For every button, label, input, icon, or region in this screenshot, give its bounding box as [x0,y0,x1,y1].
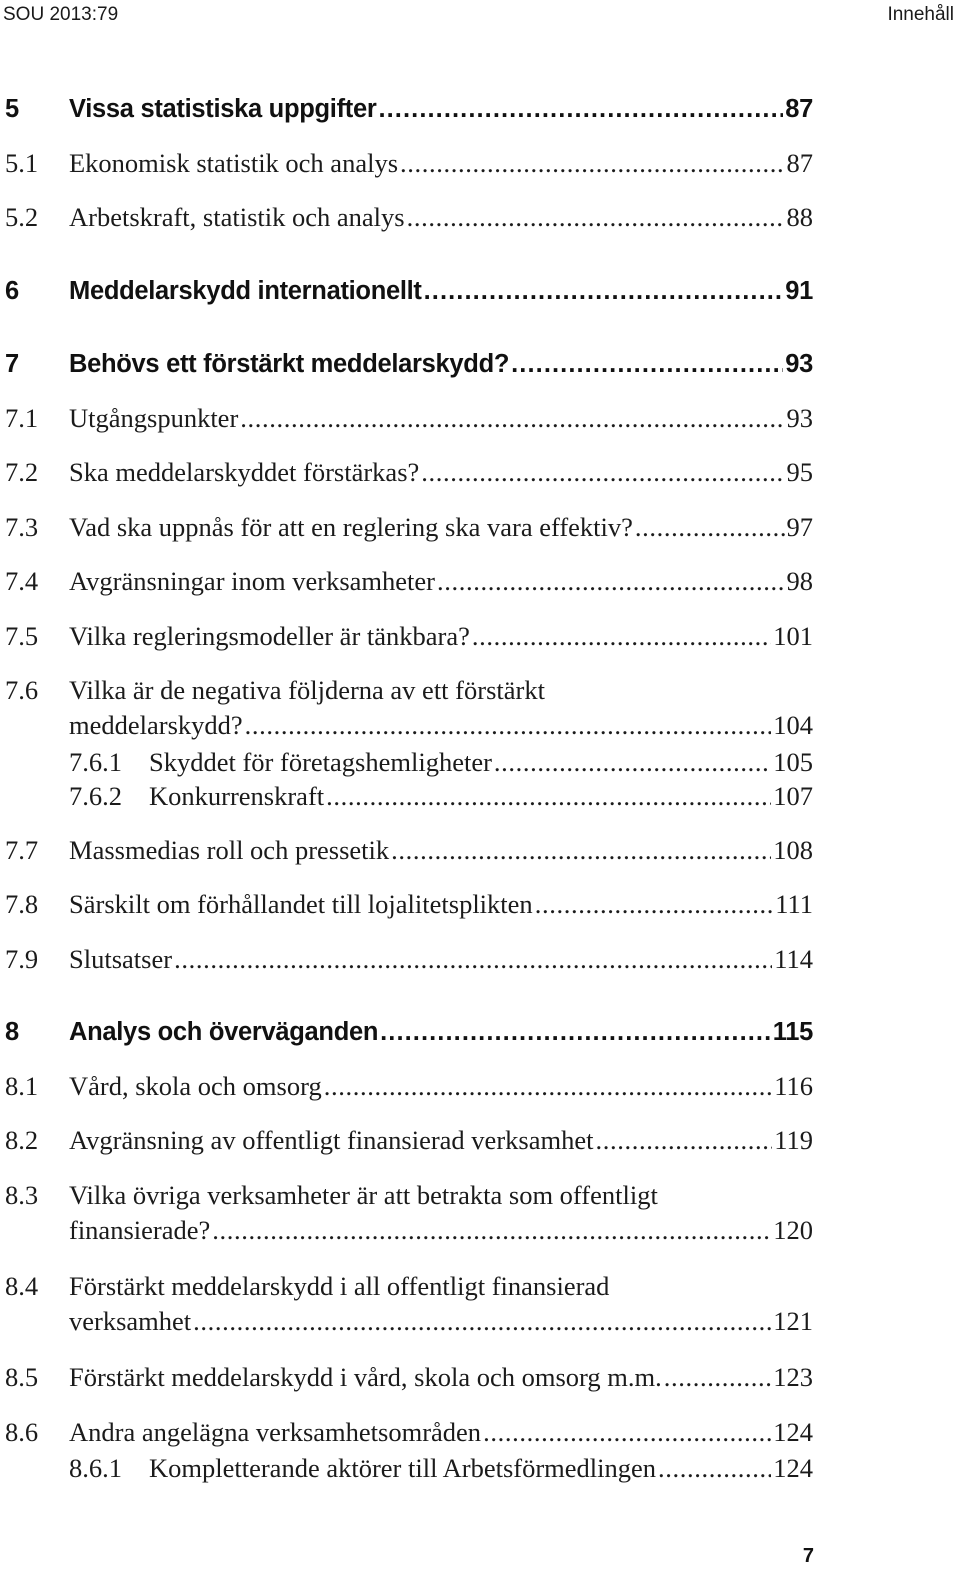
toc-entry-7-7[interactable] [5,833,813,868]
entry-number: 7.3 [5,512,39,542]
entry-page: 120 [773,1215,813,1245]
entry-number: 7.4 [5,566,39,596]
entry-number: 8.4 [5,1271,39,1301]
dot-leader [193,1304,771,1339]
entry-title: Slutsatser [69,944,173,974]
toc-entry-5-2[interactable] [5,200,813,235]
entry-title: Massmedias roll och pressetik [69,835,390,865]
entry-page: 93 [786,403,813,433]
entry-number: 7.5 [5,621,39,651]
entry-page: 124 [773,1453,813,1483]
entry-number: 7.8 [5,889,39,919]
entry-number: 7.9 [5,944,39,974]
entry-page: 98 [786,566,813,596]
entry-number: 8.1 [5,1071,39,1101]
entry-page: 111 [775,889,813,919]
toc-entry-7-6-2[interactable] [5,779,813,814]
toc-entry-7-6[interactable] [5,673,813,743]
entry-page: 93 [785,350,813,378]
dot-leader [664,1360,772,1395]
entry-title: Analys och överväganden [69,1018,379,1046]
entry-title: Ska meddelarskyddet förstärkas? [69,457,420,487]
entry-page: 87 [785,95,813,123]
entry-page: 123 [773,1362,813,1392]
dot-leader [535,887,774,922]
running-header [3,4,954,30]
entry-number: 6 [5,277,19,305]
entry-title-line1: Förstärkt meddelarskydd i all offentligt finansierad [69,1271,610,1301]
entry-title: Behövs ett förstärkt meddelarskydd? [69,350,510,378]
entry-title: Arbetskraft, statistik och analys [69,202,405,232]
entry-title: Vilka regleringsmodeller är tänkbara? [69,621,470,651]
toc-entry-7-2[interactable] [5,455,813,490]
entry-title: Särskilt om förhållandet till lojalitetsplikten [69,889,533,919]
dot-leader [421,455,784,490]
entry-number: 8.6.1 [69,1453,122,1483]
entry-title: Skyddet för företagshemligheter [149,747,492,777]
entry-page: 121 [773,1306,813,1336]
entry-page: 105 [773,747,813,777]
entry-page: 124 [773,1417,813,1447]
entry-title: Avgränsningar inom verksamheter [69,566,435,596]
toc-entry-7-3[interactable] [5,510,813,545]
toc-entry-7-8[interactable] [5,887,813,922]
entry-title: Meddelarskydd internationellt [69,277,422,305]
toc-entry-8-3[interactable] [5,1178,813,1248]
dot-leader [483,1415,771,1450]
entry-page: 104 [773,710,813,740]
entry-title: Ekonomisk statistik och analys [69,148,399,178]
entry-title: Konkurrenskraft [149,781,325,811]
entry-page: 108 [773,835,813,865]
toc-entry-5-1[interactable] [5,146,813,181]
toc-entry-8-6-1[interactable] [5,1451,813,1486]
entry-title: Avgränsning av offentligt finansierad verksamhet [69,1125,594,1155]
entry-number: 7.6.1 [69,747,122,777]
entry-title: meddelarskydd? [69,710,243,740]
entry-number: 8.5 [5,1362,39,1392]
dot-leader [400,146,784,181]
page-number: 7 [802,1545,814,1567]
dot-leader [378,92,783,126]
toc-entry-8-5[interactable] [5,1360,813,1395]
entry-number: 7.6 [5,675,39,705]
entry-number: 8.6 [5,1417,39,1447]
entry-page: 88 [786,202,813,232]
toc-entry-7-6-1[interactable] [5,745,813,780]
entry-number: 8.3 [5,1180,39,1210]
entry-page: 97 [786,512,813,542]
entry-number: 7.1 [5,403,39,433]
entry-page: 101 [773,621,813,651]
dot-leader [212,1213,771,1248]
entry-title: Vissa statistiska uppgifter [69,95,377,123]
entry-page: 115 [772,1018,813,1046]
entry-title: verksamhet [69,1306,192,1336]
toc-entry-7-1[interactable] [5,401,813,436]
toc-entry-5[interactable] [5,92,813,126]
toc-entry-8-6[interactable] [5,1415,813,1450]
entry-page: 107 [773,781,813,811]
dot-leader [658,1451,771,1486]
entry-title: Vad ska uppnås för att en reglering ska vara effektiv? [69,512,633,542]
entry-title: Andra angelägna verksamhetsområden [69,1417,482,1447]
dot-leader [245,708,772,743]
dot-leader [635,510,785,545]
toc-entry-7-9[interactable] [5,942,813,977]
dot-leader [174,942,772,977]
entry-page: 95 [786,457,813,487]
entry-number: 7.7 [5,835,39,865]
entry-title: finansierade? [69,1215,211,1245]
toc-entry-8-4[interactable] [5,1269,813,1339]
entry-number: 8 [5,1018,19,1046]
dot-leader [240,401,784,436]
entry-title-line1: Vilka övriga verksamheter är att betrakta som offentligt [69,1180,658,1210]
dot-leader [595,1123,772,1158]
entry-page: 119 [774,1125,813,1155]
section-name: Innehåll [887,4,954,25]
entry-title: Kompletterande aktörer till Arbetsförmedlingen [149,1453,657,1483]
dot-leader [391,833,771,868]
dot-leader [437,564,785,599]
entry-number: 5.1 [5,148,39,178]
entry-page: 116 [774,1071,813,1101]
entry-title: Vård, skola och omsorg [69,1071,322,1101]
toc-entry-7-4[interactable] [5,564,813,599]
entry-title-line1: Vilka är de negativa följderna av ett förstärkt [69,675,545,705]
toc-entry-8-2[interactable] [5,1123,813,1158]
entry-page: 114 [774,944,813,974]
document-id: SOU 2013:79 [3,4,119,25]
entry-page: 87 [786,148,813,178]
entry-title: Förstärkt meddelarskydd i vård, skola och omsorg m.m. [69,1362,662,1392]
dot-leader [380,1015,771,1049]
toc-entry-7[interactable] [5,347,813,381]
entry-number: 7.6.2 [69,781,122,811]
dot-leader [407,200,785,235]
entry-number: 7 [5,350,19,378]
entry-number: 5 [5,95,19,123]
toc-entry-6[interactable] [5,274,813,308]
entry-page: 91 [785,277,813,305]
entry-title: Utgångspunkter [69,403,239,433]
toc-entry-8[interactable] [5,1015,813,1049]
dot-leader [324,1069,773,1104]
dot-leader [326,779,771,814]
toc-entry-8-1[interactable] [5,1069,813,1104]
entry-number: 7.2 [5,457,39,487]
toc-entry-7-5[interactable] [5,619,813,654]
dot-leader [494,745,771,780]
entry-number: 5.2 [5,202,39,232]
dot-leader [511,347,783,381]
entry-number: 8.2 [5,1125,39,1155]
dot-leader [424,274,784,308]
dot-leader [472,619,771,654]
